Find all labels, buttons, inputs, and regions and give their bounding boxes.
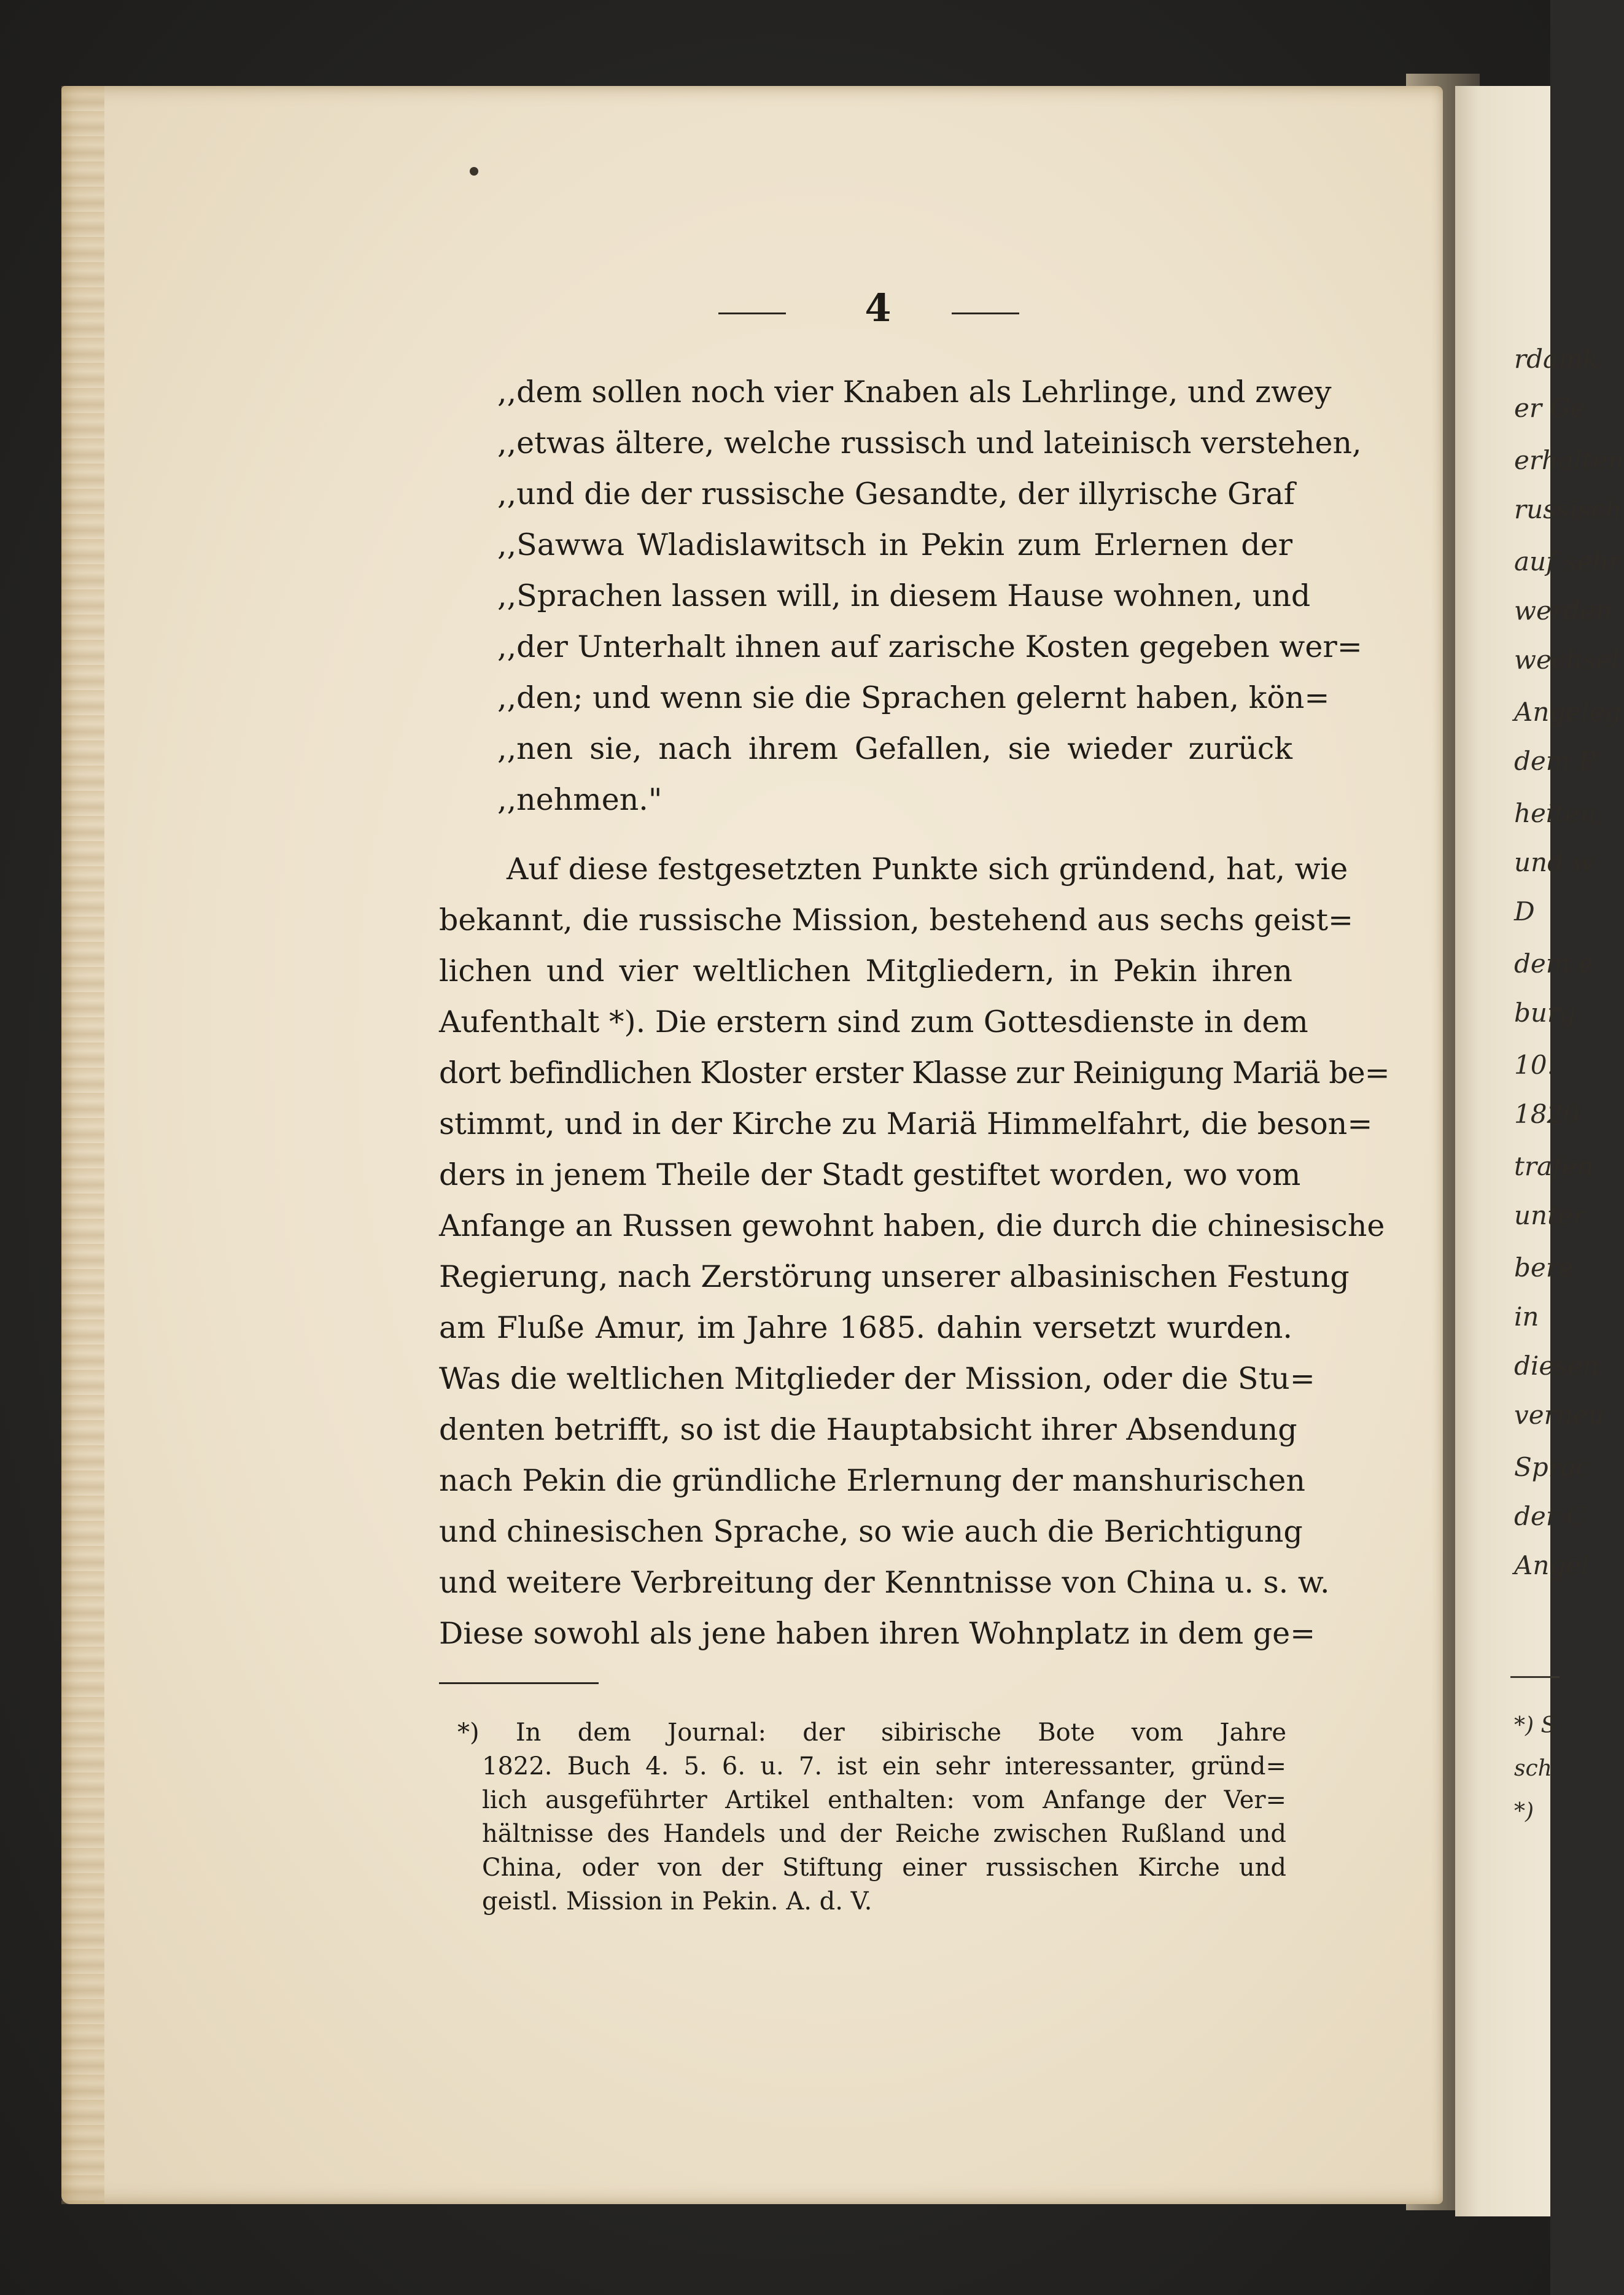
footnote [457, 1716, 1286, 1919]
facing-fragment: werden [1514, 596, 1612, 626]
facing-fragment: er Ge [1514, 393, 1586, 423]
header-dash-right [952, 313, 1019, 314]
body-text [439, 367, 1389, 1659]
text-line: am Fluße Amur, im Jahre 1685. dahin versetzt wurden. [439, 1310, 1292, 1345]
facing-fragment: D [1514, 896, 1535, 926]
text-line: ,,der Unterhalt ihnen auf zarische Kosten gegeben wer= [497, 629, 1362, 664]
text-line: Was die weltlichen Mitglieder der Mission, oder die Stu= [439, 1361, 1315, 1396]
facing-page [1455, 86, 1624, 2216]
footnote-line: *) In dem Journal: der sibirische Bote vom Jahre [457, 1718, 1286, 1747]
page-number: 4 [864, 285, 892, 330]
text-line: ,,Sawwa Wladislawitsch in Pekin zum Erlernen der [497, 527, 1292, 562]
facing-fragment: bere [1514, 1252, 1574, 1283]
footnote-line: lich ausgeführter Artikel enthalten: vom Anfange der Ver= [482, 1786, 1286, 1814]
facing-fragment: 10. [1514, 1050, 1555, 1080]
facing-fragment: diesen [1514, 1351, 1599, 1381]
facing-fragment: heiten, [1514, 798, 1605, 828]
facing-footnote-fragment: *) [1514, 1799, 1534, 1824]
facing-fragment: 1820 [1514, 1099, 1580, 1129]
facing-fragment: und w [1514, 847, 1595, 877]
text-line: Auf diese festgesetzten Punkte sich gründend, hat, wie [507, 852, 1348, 887]
text-line: ,,nehmen." [497, 782, 662, 817]
text-line: lichen und vier weltlichen Mitgliedern, in Pekin ihren [439, 953, 1292, 988]
text-line: und weitere Verbreitung der Kenntnisse von China u. s. w. [439, 1565, 1330, 1600]
footnote-line: hältnisse des Handels und der Reiche zwischen Rußland und [482, 1820, 1286, 1848]
page-header [706, 285, 1025, 335]
text-line: ,,nen sie, nach ihrem Gefallen, sie wieder zurück [497, 731, 1292, 766]
text-line: dort befindlichen Kloster erster Klasse zur Reinigung Mariä be= [439, 1055, 1389, 1090]
text-line: stimmt, und in der Kirche zu Mariä Himmelfahrt, die beson= [439, 1106, 1373, 1141]
facing-fragment: burg [1514, 998, 1576, 1028]
facing-fragment: in [1514, 1302, 1539, 1332]
facing-fragment: trafen [1514, 1151, 1594, 1181]
facing-fragment: Sprac [1514, 1452, 1591, 1482]
text-line: ders in jenem Theile der Stadt gestiftet worden, wo vom [439, 1157, 1301, 1192]
footnote-line: geistl. Mission in Pekin. A. d. V. [482, 1887, 872, 1916]
text-line: bekannt, die russische Mission, bestehend aus sechs geist= [439, 903, 1354, 938]
text-line: ,,etwas ältere, welche russisch und lateinisch verstehen, [497, 425, 1362, 460]
text-line: nach Pekin die gründliche Erlernung der manshurischen [439, 1463, 1305, 1498]
facing-fragment: rdamk [1514, 344, 1599, 374]
facing-fragment: unter [1514, 1200, 1585, 1230]
facing-footnote-fragment: sch [1514, 1756, 1552, 1781]
facing-fragment: der C [1514, 1501, 1587, 1531]
text-line: ,,den; und wenn sie die Sprachen gelernt haben, kön= [497, 680, 1330, 715]
footnote-line: 1822. Buch 4. 5. 6. u. 7. ist ein sehr interessanter, gründ= [482, 1752, 1286, 1780]
text-line: ,,dem sollen noch vier Knaben als Lehrlinge, und zwey [497, 375, 1332, 410]
footnote-rule [439, 1682, 599, 1684]
facing-fragment: auf sehr [1514, 546, 1622, 577]
facing-footnote-fragment: *) S [1514, 1713, 1556, 1738]
facing-fragment: dem e [1514, 949, 1594, 979]
text-line: und chinesischen Sprache, so wie auch die Berichtigung [439, 1514, 1303, 1549]
text-line: ,,Sprachen lassen will, in diesem Hause wohnen, und [497, 578, 1311, 613]
facing-footnote-rule [1510, 1676, 1560, 1678]
deckle-edge [61, 86, 104, 2204]
ink-dot [470, 167, 478, 176]
header-dash-left [718, 313, 786, 314]
text-line: ,,und die der russische Gesandte, der illyrische Graf [497, 476, 1295, 511]
facing-fragment: Angeleg [1514, 697, 1622, 727]
text-line: Anfange an Russen gewohnt haben, die durch die chinesische [439, 1208, 1385, 1243]
text-line: Diese sowohl als jene haben ihren Wohnplatz in dem ge= [439, 1616, 1316, 1651]
text-line: Aufenthalt *). Die erstern sind zum Gottesdienste in dem [439, 1004, 1308, 1039]
facing-fragment: verneu [1514, 1400, 1605, 1430]
footnote-line: China, oder von der Stiftung einer russischen Kirche und [482, 1854, 1286, 1882]
facing-fragment: dem P [1514, 746, 1596, 776]
facing-fragment: wechsel [1514, 645, 1620, 675]
text-line: denten betrifft, so ist die Hauptabsicht ihrer Absendung [439, 1412, 1297, 1447]
text-line: Regierung, nach Zerstörung unserer albasinischen Festung [439, 1259, 1350, 1294]
facing-fragment: Angel [1514, 1550, 1590, 1580]
facing-fragment: erhalten [1514, 445, 1624, 475]
facing-fragment: russisch [1514, 494, 1622, 524]
